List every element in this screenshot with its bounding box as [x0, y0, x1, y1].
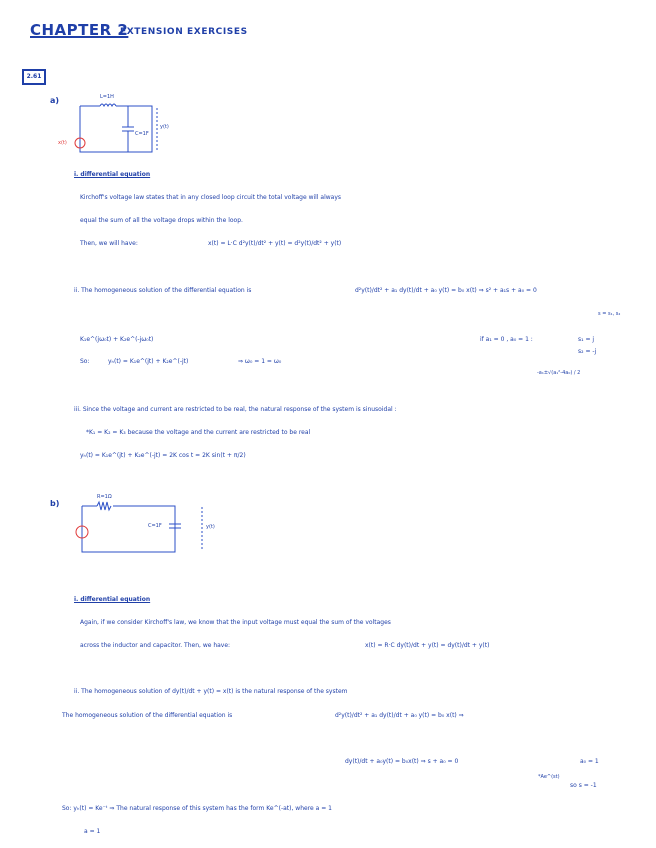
part-b-so-line: So: yₕ(t) = Ke⁻ᵗ ⇒ The natural response of this system has the form Ke^(-at), where a = 1 [62, 805, 332, 812]
part-a-quadratic: -a₁±√(a₁²-4a₀) / 2 [537, 370, 581, 376]
part-a-iii-k: *K₁ = K₂ = K₃ because the voltage and the current are restricted to be real [86, 429, 311, 436]
part-a-s1: s₁ = j [578, 336, 595, 343]
part-a-iii-line: iii. Since the voltage and current are restricted to be real, the natural response of the system is sinusoidal : [74, 406, 397, 413]
source-label-a: x(t) [58, 140, 67, 146]
part-b-ii-line1: ii. The homogeneous solution of dy(t)/dt + y(t) = x(t) is the natural response of the system [74, 688, 348, 695]
inductor-label-a: L=1H [100, 94, 114, 100]
part-a-i-line3: Then, we will have: [80, 240, 138, 247]
part-b-last: a = 1 [84, 828, 101, 835]
part-a-s2: s₂ = -j [578, 348, 597, 355]
part-b-s-equation: so s = -1 [570, 782, 597, 789]
inductor-label-b: R=1Ω [97, 494, 112, 500]
part-a-roots: s = s₁, s₂ [598, 311, 621, 317]
section-number: 2.61 [22, 69, 46, 85]
part-a-iii-equation: yₕ(t) = K₁e^(jt) + K₂e^(-jt) = 2K cos t = 2K sin(t + π/2) [80, 452, 246, 459]
part-a-i-heading: i. differential equation [74, 171, 151, 178]
part-b-ii-line2: The homogeneous solution of the differential equation is [62, 712, 233, 719]
chapter-title: CHAPTER 2 [30, 21, 129, 39]
part-a-ii-line: ii. The homogeneous solution of the differential equation is [74, 287, 252, 294]
part-b-ii-equation: d²y(t)/dt² + a₁ dy(t)/dt + a₀ y(t) = b₀ x(t) ⇒ [335, 712, 464, 719]
output-label-b: y(t) [206, 524, 215, 530]
part-b-i-line2: across the inductor and capacitor. Then, we have: [80, 642, 231, 649]
part-b-i-equation: x(t) = R·C dy(t)/dt + y(t) = dy(t)/dt + y(t) [365, 642, 490, 649]
part-a-i-equation: x(t) = L·C d²y(t)/dt² + y(t) = d²y(t)/dt² + y(t) [208, 240, 342, 247]
part-a-condition: if a₁ = 0 , a₀ = 1 : [480, 336, 533, 343]
capacitor-label-a: C=1F [135, 131, 149, 137]
part-b-i-heading: i. differential equation [74, 596, 151, 603]
part-a-i-line1: Kirchoff's voltage law states that in any closed loop circuit the total voltage will always [80, 194, 341, 201]
part-a-so-label: So: [80, 358, 90, 365]
part-a-label: a) [50, 96, 60, 105]
part-a-ii-equation: d²y(t)/dt² + a₁ dy(t)/dt + a₀ y(t) = b₀ x(t) ⇒ s² + a₁s + a₀ = 0 [355, 287, 537, 294]
part-b-i-line1: Again, if we consider Kirchoff's law, we know that the input voltage must equal the sum of the voltages [80, 619, 391, 626]
part-a-general-solution: K₁e^(jω₀t) + K₂e^(-jω₀t) [80, 336, 154, 343]
part-b-a0: a₀ = 1 [580, 758, 599, 765]
part-a-i-line2: equal the sum of all the voltage drops within the loop. [80, 217, 243, 224]
part-b-label: b) [50, 499, 60, 508]
part-b-ae: *Ae^(st) [538, 774, 560, 780]
capacitor-label-b: C=1F [148, 523, 162, 529]
chapter-subtitle: EXTENSION EXERCISES [120, 27, 248, 37]
part-b-ii-equation2: dy(t)/dt + a₀y(t) = b₀x(t) ⇒ s + a₀ = 0 [345, 758, 459, 765]
part-a-homogeneous-solution: yₕ(t) = K₁e^(jt) + K₂e^(-jt) [108, 358, 189, 365]
output-label-a: y(t) [160, 124, 169, 130]
part-a-omega: ⇒ ω₀ = 1 = ω₀ [238, 358, 282, 365]
